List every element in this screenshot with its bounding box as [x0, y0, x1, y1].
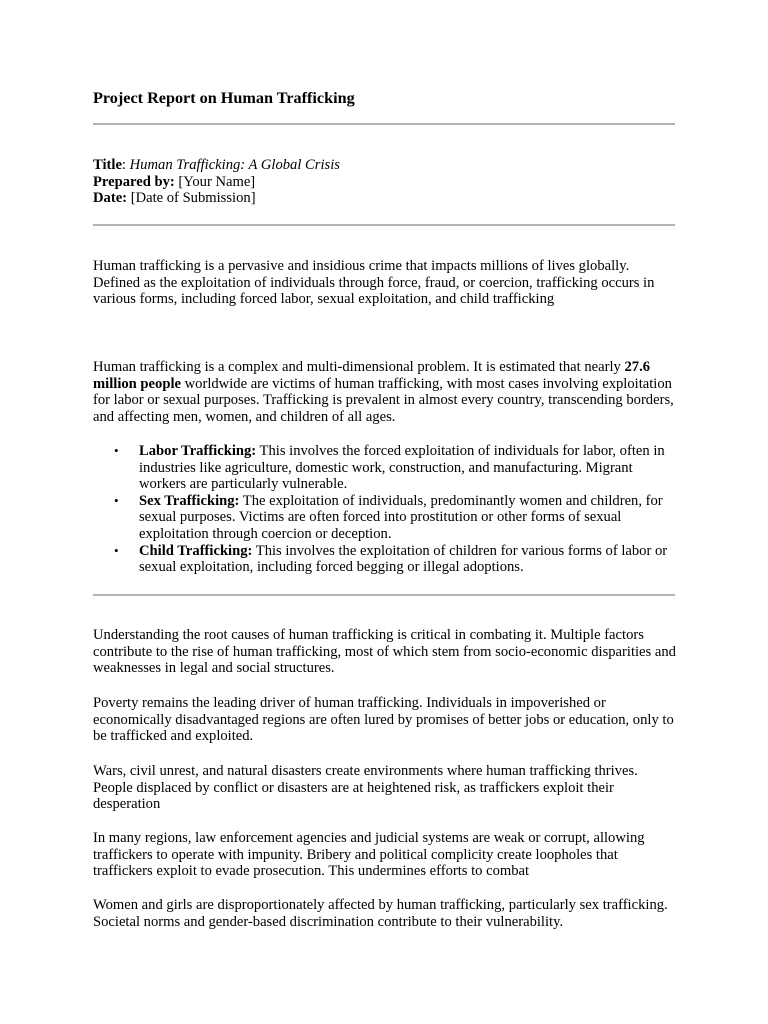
divider [93, 224, 675, 226]
meta-title-line [93, 157, 678, 174]
list-item-label: Child Trafficking: [139, 542, 253, 559]
meta-prepared-line [93, 174, 678, 191]
divider [93, 594, 675, 596]
list-item [93, 493, 678, 543]
list-item [93, 443, 678, 493]
bullet-icon: • [114, 492, 119, 508]
meta-title-colon: : [121, 157, 126, 173]
overview-statistic: 27.6 million people [93, 359, 651, 392]
meta-title-value: Human Trafficking: A Global Crisis [129, 157, 340, 173]
page-title: Project Report on Human Trafficking [93, 89, 355, 107]
list-item-text: This involves the exploitation of children for various forms of labor or sexual exploitation, including forced begging or illegal adoptions. [139, 542, 668, 576]
list-item [93, 543, 678, 576]
list-item-text: The exploitation of individuals, predominantly women and children, for sexual purposes. Victims are often forced into prostitution or other forms of sexual exploitation through coercion or deception. [139, 492, 663, 542]
bullet-icon: • [114, 443, 119, 458]
overview-text-before: Human trafficking is a complex and multi-dimensional problem. It is estimated that nearly [93, 359, 625, 375]
poverty-paragraph: Poverty remains the leading driver of human trafficking. Individuals in impoverished or economically disadvantaged regions are often lured by promises of better jobs or education, only to be trafficked and exploited. [93, 695, 674, 745]
trafficking-types-list [93, 443, 678, 576]
meta-prepared-value: [Your Name] [178, 173, 256, 190]
conflict-paragraph: Wars, civil unrest, and natural disasters create environments where human trafficking thrives. People displaced by conflict or disasters are at heightened risk, as traffickers exploit their desperation [93, 763, 638, 813]
report-meta [93, 157, 678, 207]
intro-paragraph: Human trafficking is a pervasive and insidious crime that impacts millions of lives globally. Defined as the exploitation of individuals through force, fraud, or coercion, trafficking occurs in various forms, including forced labor, sexual exploitation, and child trafficking [93, 258, 655, 308]
overview-paragraph [93, 359, 678, 425]
overview-text-after: worldwide are victims of human trafficking, with most cases involving exploitation for labor or sexual purposes. Trafficking is prevalent in almost every country, transcending borders, and affecting men, women, and children of all ages. [93, 375, 674, 425]
law-enforcement-paragraph: In many regions, law enforcement agencies and judicial systems are weak or corrupt, allowing traffickers to operate with impunity. Bribery and political complicity create loopholes that traffickers exploit to evade prosecution. This undermines efforts to combat [93, 830, 645, 880]
list-item-label: Labor Trafficking: [139, 443, 257, 459]
bullet-icon: • [114, 542, 119, 558]
causes-intro-paragraph: Understanding the root causes of human trafficking is critical in combating it. Multiple factors contribute to the rise of human trafficking, most of which stem from socio-economic disparities and weaknesses in legal and social structures. [93, 627, 676, 677]
meta-date-line [93, 190, 678, 207]
list-item-text: This involves the forced exploitation of individuals for labor, often in industries like agriculture, domestic work, construction, and manufacturing. Migrant workers are particularly vulnerable. [139, 443, 665, 493]
list-item-label: Sex Trafficking: [139, 492, 240, 509]
meta-date-value: [Date of Submission] [130, 190, 256, 207]
gender-paragraph: Women and girls are disproportionately affected by human trafficking, particularly sex trafficking. Societal norms and gender-based discrimination contribute to their vulnerability. [93, 897, 668, 930]
meta-title-label: Title [93, 157, 122, 173]
divider [93, 123, 675, 125]
meta-date-label: Date: [93, 190, 128, 207]
meta-prepared-label: Prepared by: [93, 173, 175, 190]
